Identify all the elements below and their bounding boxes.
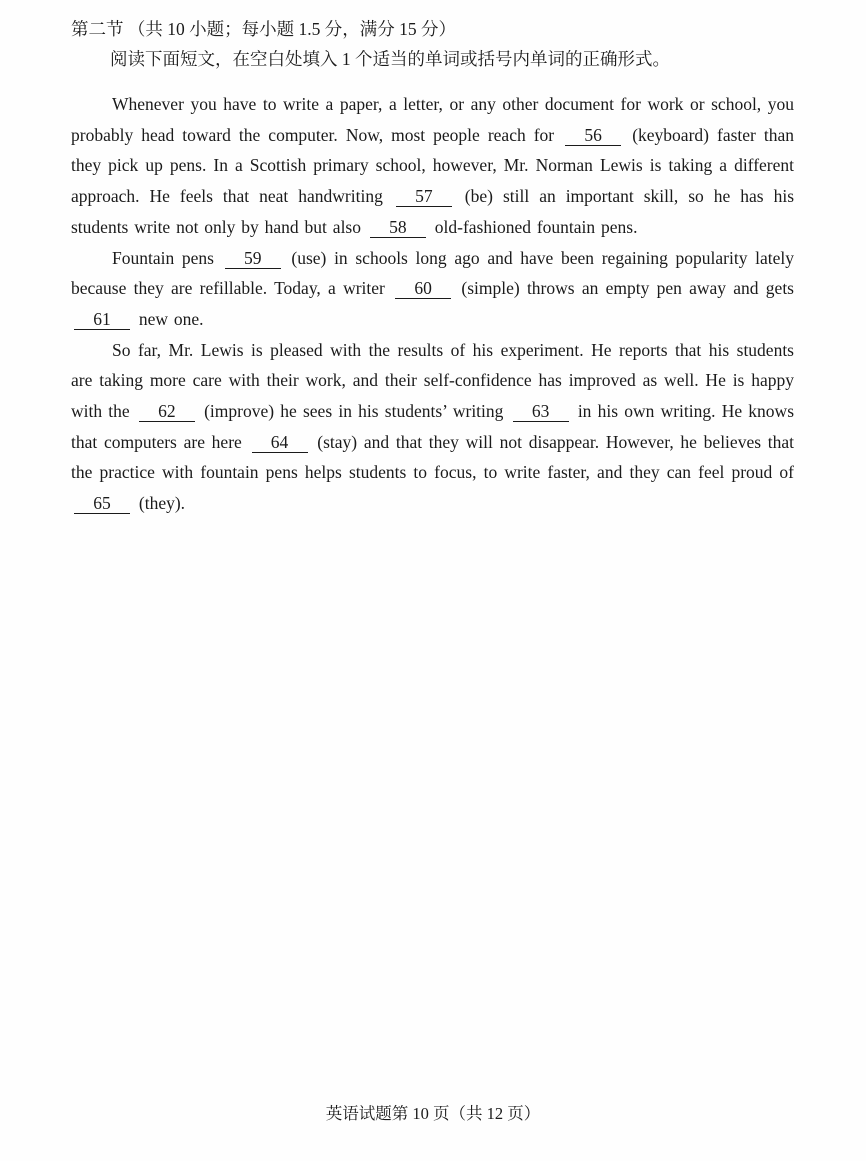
page-footer: 英语试题第 10 页（共 12 页） <box>325 1104 541 1123</box>
passage-text: (use) in schools long ago and have been regaining popularity lately because they are refillable. Today, a writer <box>71 247 795 299</box>
section-title: 第二节 （共 10 小题；每小题 1.5 分，满分 15 分） <box>71 19 456 39</box>
passage-text: (keyboard) faster than they pick up pens. In a Scottish primary school, however, Mr. Norman Lewis is taking a different approach. He feels that neat handwriting <box>71 124 795 207</box>
paragraph <box>71 335 794 519</box>
passage <box>71 89 794 519</box>
passage-text: old-fashioned fountain pens. <box>434 216 638 237</box>
blank-57: 57 <box>396 186 452 207</box>
passage-text: (stay) and that they will not disappear. However, he believes that the practice with fountain pens helps students to focus, to write faster, and they can feel proud of <box>71 431 794 483</box>
passage-text: (improve) he sees in his students’ writing <box>204 401 510 422</box>
page-content <box>0 0 866 519</box>
passage-text: in his own writing. He knows that computers are here <box>71 401 795 452</box>
passage-text: Fountain pens <box>112 247 222 268</box>
blank-60: 60 <box>395 278 451 299</box>
blank-64: 64 <box>252 432 308 453</box>
blank-63: 63 <box>513 401 569 422</box>
passage-text: new one. <box>138 308 204 329</box>
passage-text: So far, Mr. Lewis is pleased with the results of his experiment. He reports that his students are taking more care with their work, and their self-confidence has improved as well. He is happy with the <box>71 339 794 422</box>
blank-61: 61 <box>74 309 130 330</box>
paragraph <box>71 243 794 335</box>
passage-text: (be) still an important skill, so he has his students write not only by hand but also <box>71 186 795 237</box>
blank-62: 62 <box>139 401 195 422</box>
passage-text: (simple) throws an empty pen away and gets <box>461 278 794 299</box>
passage-text: Whenever you have to write a paper, a letter, or any other document for work or school, you probably head toward the computer. Now, most people reach for <box>71 94 794 145</box>
blank-65: 65 <box>74 493 130 514</box>
blank-56: 56 <box>565 125 621 146</box>
blank-59: 59 <box>225 248 281 269</box>
passage-text: (they). <box>138 493 186 514</box>
paragraph <box>71 89 794 243</box>
blank-58: 58 <box>370 217 426 238</box>
section-instructions: 阅读下面短文，在空白处填入 1 个适当的单词或括号内单词的正确形式。 <box>110 49 670 69</box>
